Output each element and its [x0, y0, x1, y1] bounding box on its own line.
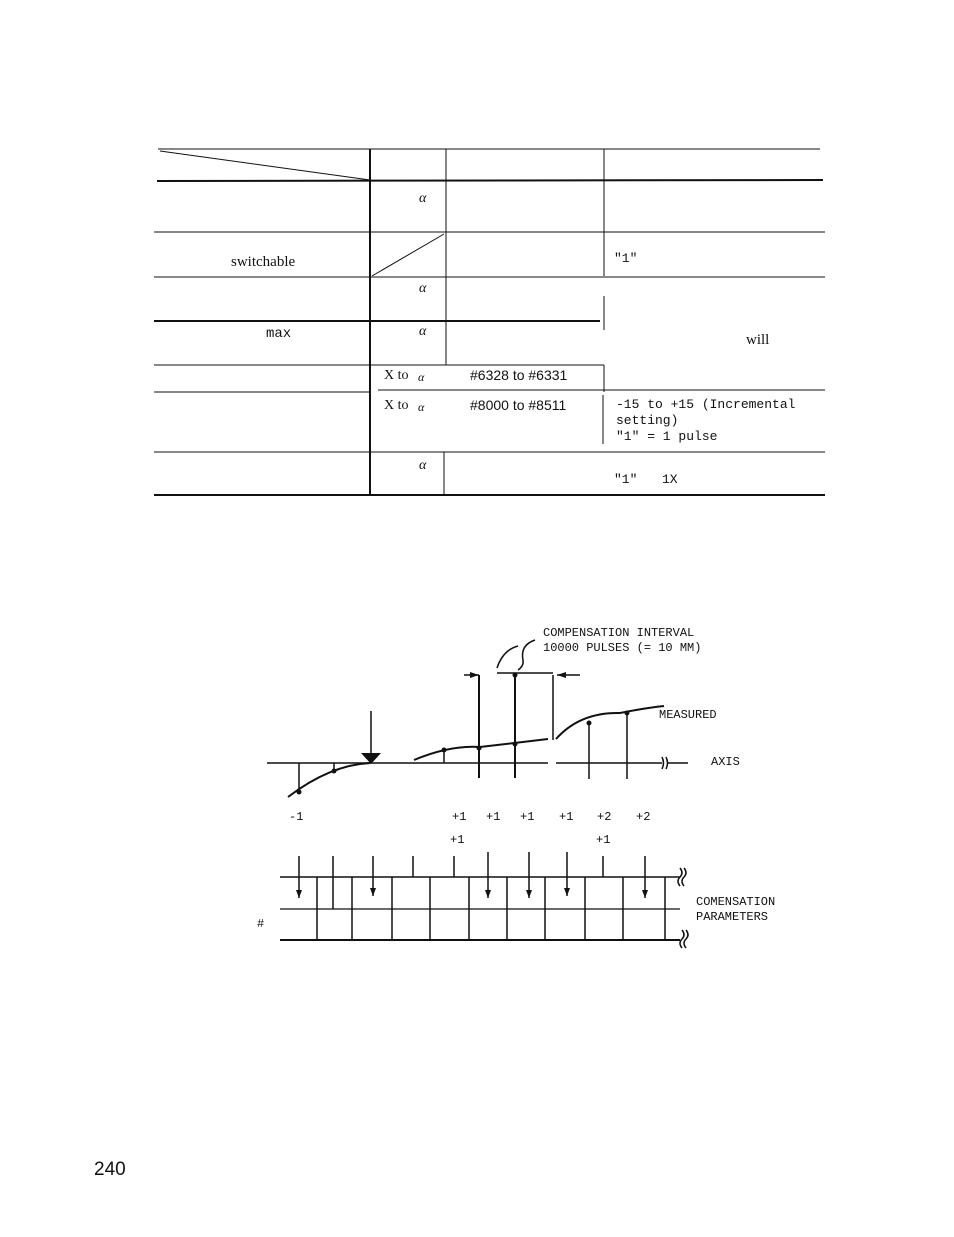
- comp-value: +1: [486, 810, 501, 824]
- params-label: PARAMETERS: [696, 910, 769, 924]
- comp-value: +2: [636, 810, 651, 824]
- switchable-label: switchable: [231, 254, 296, 270]
- page-number: 240: [94, 1159, 126, 1180]
- max-label: max: [266, 326, 292, 342]
- param-hash: #: [257, 917, 265, 931]
- comp-value: +1: [596, 833, 611, 847]
- axis-range: X to: [384, 398, 409, 413]
- axis-label: AXIS: [711, 755, 740, 769]
- comp-value: +1: [450, 833, 465, 847]
- row7-unit: 1X: [662, 472, 678, 487]
- setting-range-desc: setting): [616, 413, 679, 428]
- will-label: will: [746, 332, 770, 348]
- alpha-symbol: α: [419, 458, 427, 473]
- comp-value: +1: [452, 810, 467, 824]
- row7-value: "1": [614, 472, 638, 487]
- params-label: COMENSATION: [696, 895, 776, 909]
- parameter-range: #6328 to #6331: [470, 367, 568, 383]
- comp-value: -1: [289, 810, 304, 824]
- axis-range: X to: [384, 368, 409, 383]
- measured-label: MEASURED: [659, 708, 717, 722]
- setting-unit-desc: "1" = 1 pulse: [616, 429, 718, 444]
- interval-label: 10000 PULSES (= 10 MM): [543, 641, 702, 655]
- alpha-symbol: α: [419, 191, 427, 206]
- alpha-symbol: α: [418, 400, 425, 414]
- alpha-symbol: α: [419, 324, 427, 339]
- error-compensation-diagram: [267, 640, 688, 948]
- comp-value: +1: [520, 810, 535, 824]
- comp-value: +2: [597, 810, 612, 824]
- row2-value: "1": [614, 251, 638, 266]
- alpha-symbol: α: [418, 370, 425, 384]
- parameter-range: #8000 to #8511: [470, 397, 567, 413]
- interval-label: COMPENSATION INTERVAL: [543, 626, 695, 640]
- comp-value: +1: [559, 810, 574, 824]
- setting-range-desc: -15 to +15 (Incremental: [616, 397, 796, 412]
- parameter-table-lines: [154, 149, 825, 495]
- alpha-symbol: α: [419, 281, 427, 296]
